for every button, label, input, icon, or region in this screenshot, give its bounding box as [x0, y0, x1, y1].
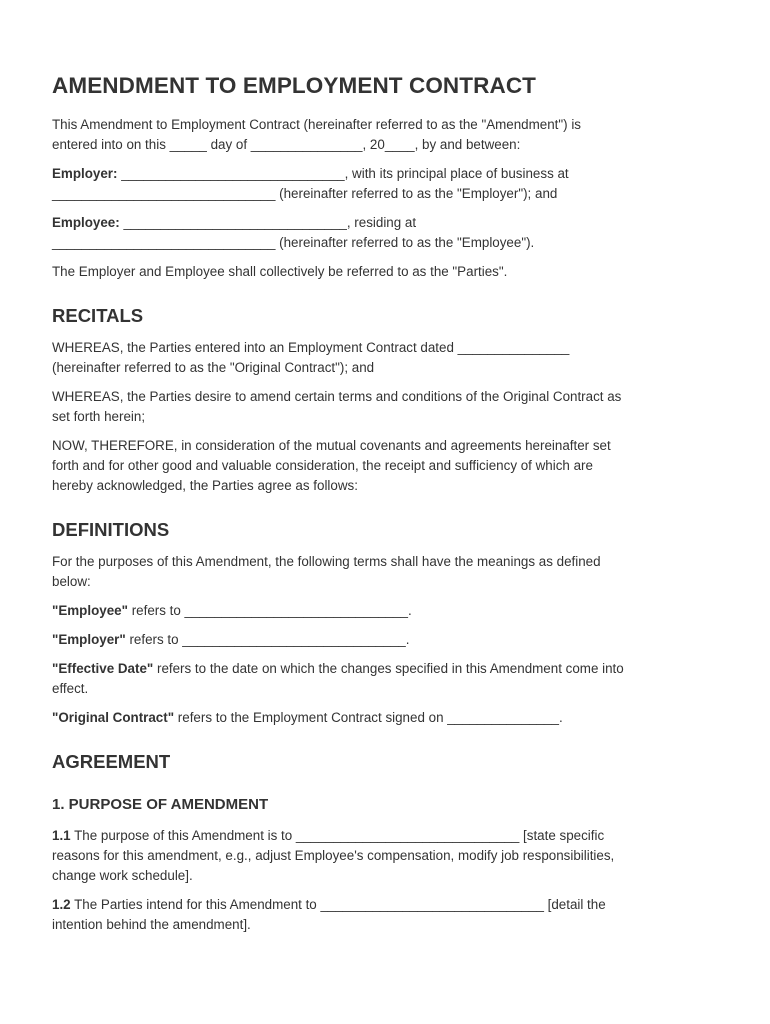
purpose-subheading: 1. PURPOSE OF AMENDMENT [52, 796, 269, 813]
recital-1-line-1: WHEREAS, the Parties entered into an Employment Contract dated _______________ [52, 340, 570, 355]
definition-text: refers to ______________________________. [127, 603, 412, 618]
employer-line-2: ______________________________ (hereinafter referred to as the "Employer"); and [52, 186, 558, 201]
definitions-intro [52, 552, 718, 592]
agreement-heading: AGREEMENT [52, 751, 171, 772]
definition-effective-date [52, 659, 718, 699]
clause-1-1 [52, 826, 718, 886]
recital-1-line-2: (hereinafter referred to as the "Original Contract"); and [52, 360, 375, 375]
recital-3-line-2: forth and for other good and valuable consideration, the receipt and sufficiency of which are [52, 458, 593, 473]
definition-text-line-2: effect. [52, 681, 89, 696]
definition-text: refers to the date on which the changes specified in this Amendment come into [153, 661, 624, 676]
employer-paragraph [52, 164, 718, 204]
employer-line-1: ______________________________, with its principal place of business at [117, 166, 569, 181]
definitions-intro-line-2: below: [52, 574, 91, 589]
definition-term: "Employer" [52, 632, 126, 647]
intro-line-2: entered into on this _____ day of _______________, 20____, by and between: [52, 137, 521, 152]
recital-3-line-3: hereby acknowledged, the Parties agree as follows: [52, 478, 358, 493]
employee-label: Employee: [52, 215, 120, 230]
recital-paragraph-2 [52, 387, 718, 427]
definitions-heading: DEFINITIONS [52, 519, 170, 540]
clause-1-2 [52, 895, 718, 935]
intro-paragraph [52, 115, 718, 155]
recital-2-line-2: set forth herein; [52, 409, 146, 424]
employer-label: Employer: [52, 166, 118, 181]
employee-line-2: ______________________________ (hereinafter referred to as the "Employee"). [52, 235, 535, 250]
clause-number: 1.2 [52, 897, 71, 912]
definition-text: refers to the Employment Contract signed on _______________. [174, 710, 563, 725]
recital-paragraph-3 [52, 436, 718, 496]
clause-1-2-line-2: intention behind the amendment]. [52, 917, 251, 932]
intro-line-1: This Amendment to Employment Contract (hereinafter referred to as the "Amendment") is [52, 117, 581, 132]
definitions-intro-line-1: For the purposes of this Amendment, the following terms shall have the meanings as defined [52, 554, 601, 569]
clause-1-2-line-1: The Parties intend for this Amendment to ______________________________ [detail the [70, 897, 606, 912]
definition-original-contract [52, 708, 718, 728]
clause-1-1-line-1: The purpose of this Amendment is to ______________________________ [state specific [70, 828, 605, 843]
employee-line-1: ______________________________, residing at [119, 215, 417, 230]
recital-3-line-1: NOW, THEREFORE, in consideration of the mutual covenants and agreements hereinafter set [52, 438, 611, 453]
recital-paragraph-1 [52, 338, 718, 378]
definition-employee [52, 601, 718, 621]
document-title: AMENDMENT TO EMPLOYMENT CONTRACT [52, 73, 537, 98]
definition-employer [52, 630, 718, 650]
clause-1-1-line-3: change work schedule]. [52, 868, 193, 883]
definition-text: refers to ______________________________. [125, 632, 410, 647]
definition-term: "Effective Date" [52, 661, 154, 676]
employee-paragraph [52, 213, 718, 253]
clause-number: 1.1 [52, 828, 71, 843]
recital-2-line-1: WHEREAS, the Parties desire to amend certain terms and conditions of the Original Contract as [52, 389, 622, 404]
clause-1-1-line-2: reasons for this amendment, e.g., adjust Employee's compensation, modify job responsibilities, [52, 848, 615, 863]
definition-term: "Original Contract" [52, 710, 175, 725]
parties-paragraph: The Employer and Employee shall collectively be referred to as the "Parties". [52, 264, 508, 279]
definition-term: "Employee" [52, 603, 128, 618]
recitals-heading: RECITALS [52, 305, 144, 326]
